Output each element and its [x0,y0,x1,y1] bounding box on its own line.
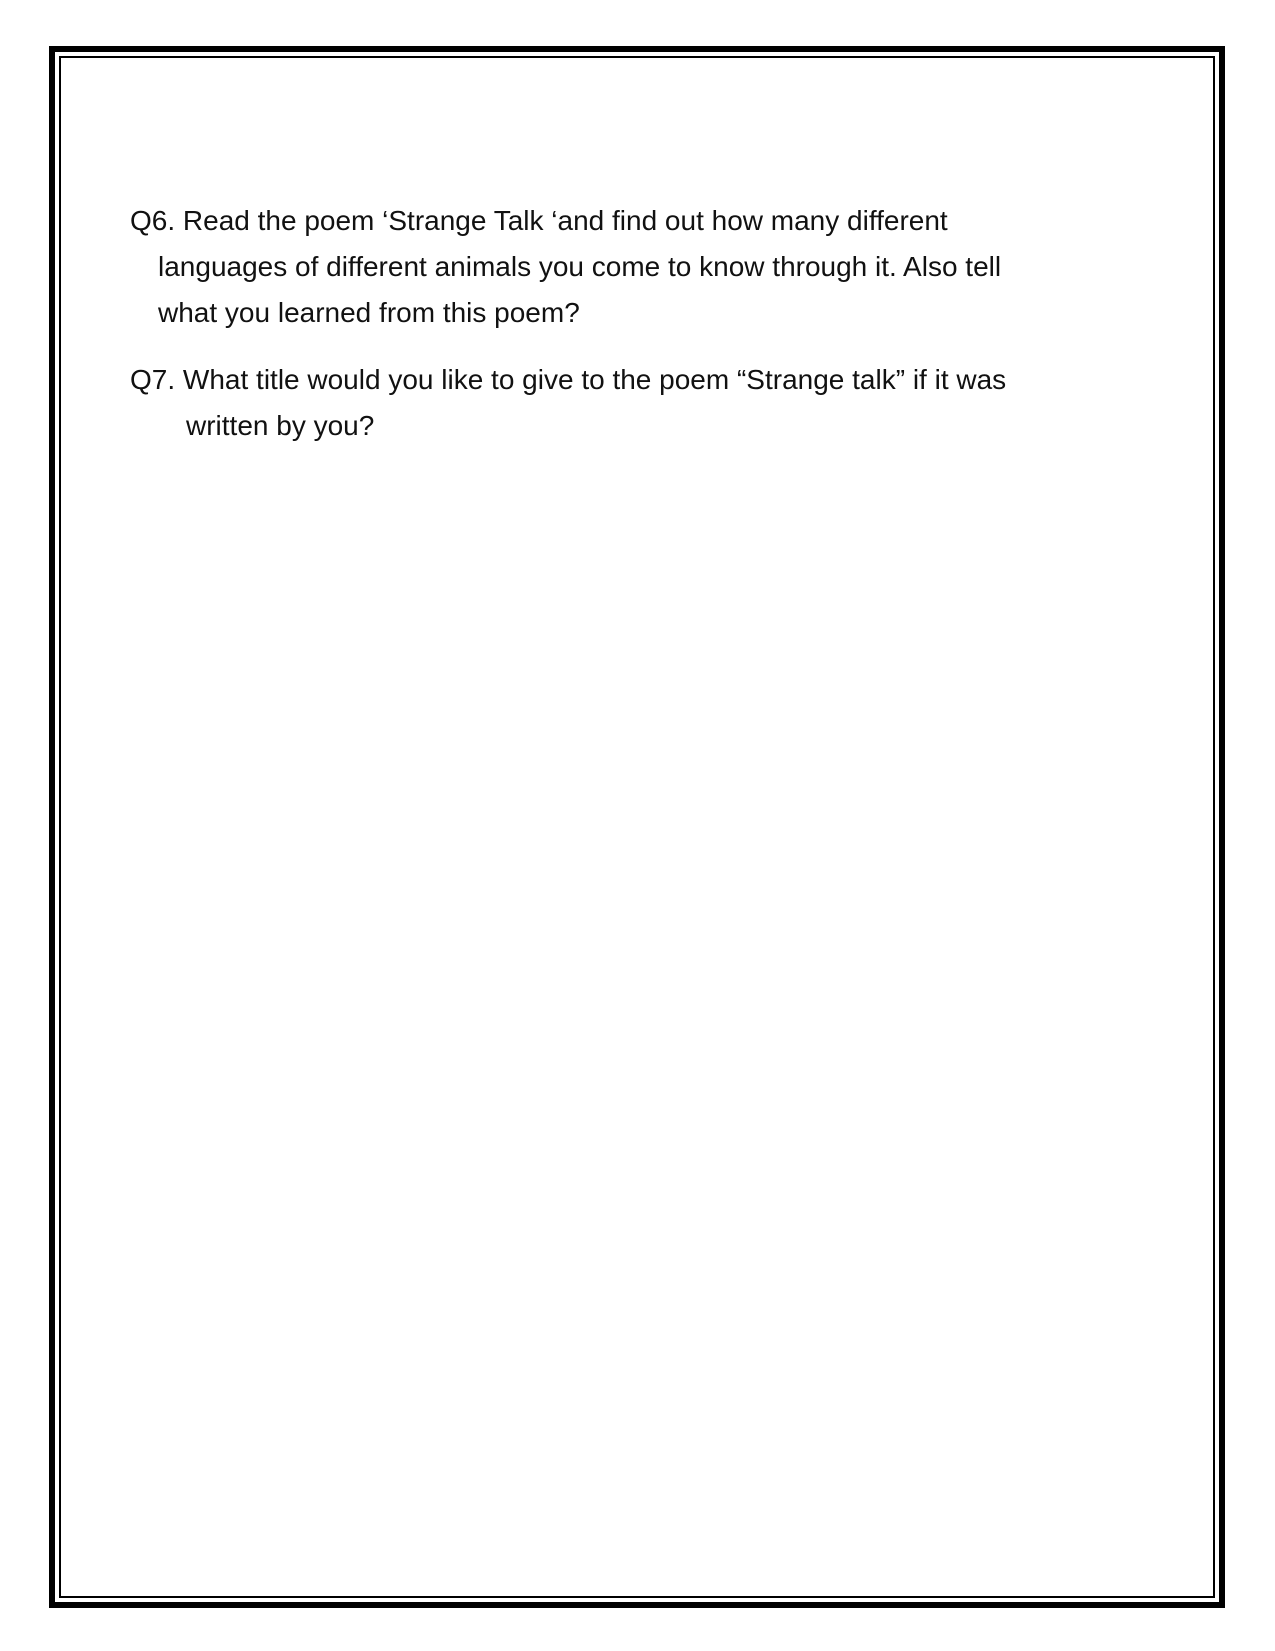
question-6-line-1: Q6. Read the poem ‘Strange Talk ‘and find out how many different [130,205,948,236]
question-6-line-3: what you learned from this poem? [158,297,580,328]
question-6 [130,198,1001,336]
question-6-line-2: languages of different animals you come to know through it. Also tell [158,251,1002,282]
question-7-line-2: written by you? [186,410,375,441]
question-7-line-1: Q7. What title would you like to give to the poem “Strange talk” if it was [130,364,1007,395]
question-7 [130,357,1006,449]
